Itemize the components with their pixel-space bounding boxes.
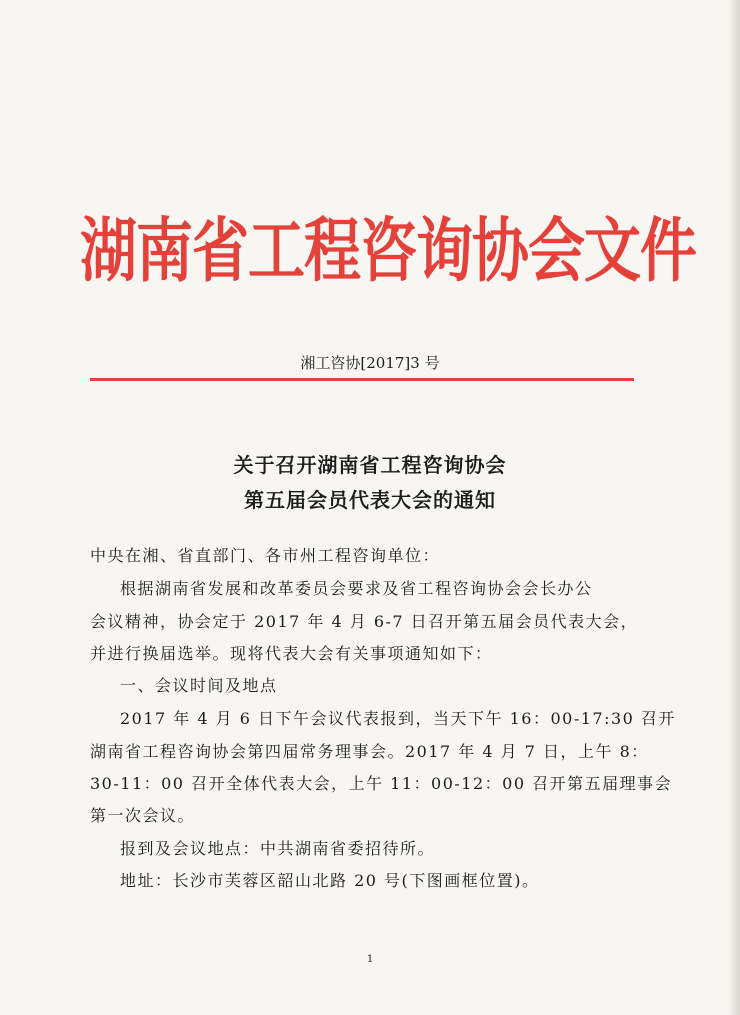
address-paragraph: 地址：长沙市芙蓉区韶山北路 20 号(下图画框位置)。	[120, 871, 540, 890]
title-line-1: 关于召开湖南省工程咨询协会	[233, 453, 507, 477]
paragraph-1-line-2: 会议精神，协会定于 2017 年 4 月 6-7 日召开第五届会员代表大会，	[90, 612, 639, 631]
salutation: 中央在湘、省直部门、各市州工程咨询单位：	[90, 546, 441, 565]
paragraph-2-line-2: 湖南省工程咨询协会第四届常务理事会。2017 年 4 月 7 日，上午 8：	[90, 742, 649, 761]
red-separator-line	[90, 378, 634, 381]
section-heading-1: 一、会议时间及地点	[120, 676, 278, 695]
paragraph-2-line-4: 第一次会议。	[90, 806, 196, 825]
title-line-2: 第五届会员代表大会的通知	[244, 488, 496, 512]
venue-paragraph: 报到及会议地点：中共湖南省委招待所。	[120, 839, 436, 858]
document-masthead: 湖南省工程咨询协会文件	[80, 210, 696, 292]
page-number: 1	[366, 954, 374, 965]
paragraph-2-line-3: 30-11：00 召开全体代表大会，上午 11：00-12：00 召开第五届理事会	[90, 774, 673, 793]
document-number: 湘工咨协[2017]3 号	[300, 354, 440, 372]
paragraph-1-line-1: 根据湖南省发展和改革委员会要求及省工程咨询协会会长办公	[120, 579, 593, 598]
paragraph-2-line-1: 2017 年 4 月 6 日下午会议代表报到，当天下午 16：00-17:30 召开	[120, 709, 676, 728]
paragraph-1-line-3: 并进行换届选举。现将代表大会有关事项通知如下：	[90, 644, 493, 663]
